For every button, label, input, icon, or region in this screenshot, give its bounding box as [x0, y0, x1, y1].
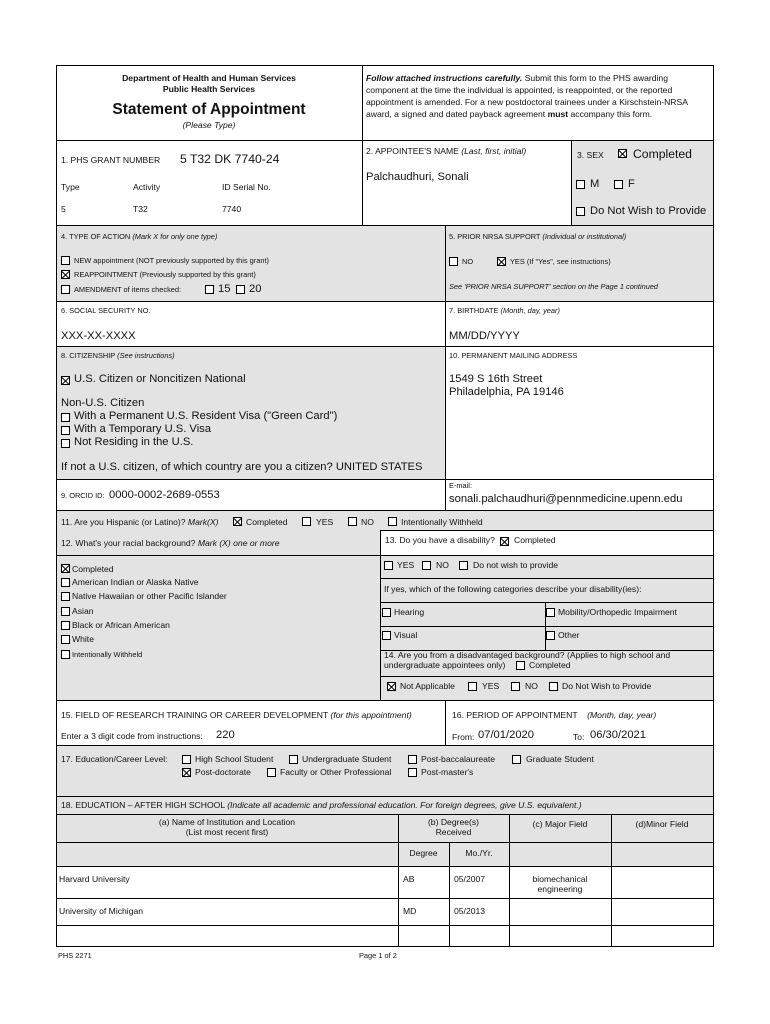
page-number: Page 1 of 2: [359, 951, 397, 960]
hispanic-question: 11. Are you Hispanic (or Latino)? Mark(X): [61, 517, 219, 527]
level-faculty-label: Faculty or Other Professional: [280, 767, 392, 777]
disability-categories-prompt: If yes, which of the following categories describe your disability(ies):: [384, 584, 642, 594]
ssn-label: 6. SOCIAL SECURITY NO.: [61, 306, 151, 315]
disability-hearing-checkbox[interactable]: [382, 608, 391, 617]
race-nhpi-checkbox[interactable]: [61, 592, 70, 601]
appointment-to-label: To:: [573, 732, 585, 742]
research-field-label: 15. FIELD OF RESEARCH TRAINING OR CAREER DEVELOPMENT (for this appointment): [61, 710, 412, 720]
sex-m-checkbox[interactable]: [576, 180, 585, 189]
grant-type-label: Type: [61, 182, 80, 192]
edu-row-1-institution[interactable]: Harvard University: [59, 874, 130, 884]
race-nhpi-label: Native Hawaiian or other Pacific Islander: [72, 591, 227, 601]
form-subtitle: (Please Type): [182, 120, 236, 130]
edu-row-2-degree[interactable]: MD: [403, 906, 417, 916]
prior-nrsa-no-label: NO: [462, 257, 474, 266]
col-moyr-subcol: Mo./Yr.: [465, 848, 493, 858]
disability-completed-label: Completed: [514, 535, 556, 545]
citizen-not-residing-label: Not Residing in the U.S.: [74, 436, 194, 448]
race-black-label: Black or African American: [72, 620, 170, 630]
action-new-checkbox[interactable]: [61, 256, 70, 265]
hispanic-withheld-label: Intentionally Withheld: [401, 517, 483, 527]
grant-serial-value[interactable]: 7740: [222, 204, 242, 214]
mailing-address-line1[interactable]: 1549 S 16th Street: [449, 373, 543, 385]
disadvantaged-question-line1: 14. Are you from a disadvantaged background? (Applies to high school and: [384, 650, 671, 660]
disadvantaged-na-checkbox[interactable]: [387, 682, 396, 691]
level-post-masters-checkbox[interactable]: [408, 768, 417, 777]
disability-no-wish-label: Do not wish to provide: [473, 560, 559, 570]
prior-nrsa-no-checkbox[interactable]: [449, 257, 458, 266]
level-post-doctorate-label: Post-doctorate: [195, 767, 251, 777]
instructions-line-4: award, a signed and dated payback agreement must accompany this form.: [366, 109, 653, 119]
citizen-temporary-visa-label: With a Temporary U.S. Visa: [74, 423, 211, 435]
disability-no-label: NO: [436, 560, 449, 570]
birthdate-value[interactable]: MM/DD/YYYY: [449, 330, 520, 342]
research-field-code[interactable]: 220: [216, 729, 235, 741]
level-faculty-checkbox[interactable]: [267, 768, 276, 777]
sex-f-label: F: [628, 178, 635, 190]
level-post-bacc-label: Post-baccalaureate: [421, 754, 496, 764]
edu-row-1-major-line1[interactable]: biomechanical: [532, 874, 588, 884]
agency-department: Department of Health and Human Services: [122, 73, 296, 83]
disability-yes-checkbox[interactable]: [384, 561, 393, 570]
amend-item-20-label: 20: [249, 283, 262, 295]
grant-serial-label: ID Serial No.: [222, 182, 271, 192]
mailing-address-line2[interactable]: Philadelphia, PA 19146: [449, 386, 564, 398]
disadvantaged-no-checkbox[interactable]: [511, 682, 520, 691]
level-post-doctorate-checkbox[interactable]: [182, 768, 191, 777]
grant-activity-label: Activity: [133, 182, 161, 192]
hispanic-completed-checkbox[interactable]: [233, 517, 242, 526]
edu-row-1-degree[interactable]: AB: [403, 874, 415, 884]
race-black-checkbox[interactable]: [61, 621, 70, 630]
level-graduate-checkbox[interactable]: [512, 755, 521, 764]
disability-hearing-label: Hearing: [394, 607, 425, 617]
sex-f-checkbox[interactable]: [614, 180, 623, 189]
disability-yes-label: YES: [397, 560, 415, 570]
col-institution-header: (a) Name of Institution and Location: [158, 817, 296, 827]
level-post-masters-label: Post-master's: [421, 767, 474, 777]
form-number: PHS 2271: [58, 951, 92, 960]
disability-mobility-checkbox[interactable]: [546, 608, 555, 617]
orcid-value[interactable]: 0000-0002-2689-0553: [108, 489, 220, 501]
citizen-temporary-visa-checkbox[interactable]: [61, 426, 70, 435]
instructions-line-1: Follow attached instructions carefully. Submit this form to the PHS awarding: [366, 73, 668, 83]
disability-completed-checkbox[interactable]: [500, 537, 509, 546]
disability-mobility-label: Mobility/Orthopedic Impairment: [558, 607, 677, 617]
hispanic-yes-checkbox[interactable]: [302, 517, 311, 526]
appointment-to-date[interactable]: 06/30/2021: [590, 729, 646, 741]
race-white-label: White: [72, 634, 94, 644]
disability-visual-label: Visual: [394, 630, 418, 640]
col-institution-subheader: (List most recent first): [185, 827, 269, 837]
agency-name: Public Health Services: [162, 84, 256, 94]
action-amendment-label: AMENDMENT of items checked:: [74, 285, 182, 294]
prior-nrsa-note: See 'PRIOR NRSA SUPPORT' section on the Page 1 continued: [449, 282, 659, 291]
disadvantaged-no-wish-label: Do Not Wish to Provide: [562, 681, 652, 691]
action-amendment-checkbox[interactable]: [61, 285, 70, 294]
disadvantaged-completed-label: Completed: [529, 660, 571, 670]
disability-other-label: Other: [558, 630, 580, 640]
citizen-permanent-visa-label: With a Permanent U.S. Resident Visa ("Green Card"): [74, 410, 338, 422]
instructions-line-2: component at the time the individual is appointed, is reappointed, or the reported: [366, 85, 673, 95]
appointment-from-label: From:: [452, 732, 475, 742]
grant-number-label: 1. PHS GRANT NUMBER: [61, 155, 161, 165]
edu-row-2-moyr[interactable]: 05/2013: [454, 906, 486, 916]
appointment-from-date[interactable]: 07/01/2020: [478, 729, 534, 741]
level-high-school-checkbox[interactable]: [182, 755, 191, 764]
disadvantaged-completed-checkbox[interactable]: [516, 661, 525, 670]
sex-completed-checkbox[interactable]: [618, 149, 627, 158]
action-reappointment-label: REAPPOINTMENT (Previously supported by this grant): [74, 270, 256, 279]
appointee-name-value[interactable]: Palchaudhuri, Sonali: [366, 171, 469, 183]
hispanic-no-checkbox[interactable]: [348, 517, 357, 526]
level-post-bacc-checkbox[interactable]: [408, 755, 417, 764]
sex-m-label: M: [590, 178, 600, 190]
disadvantaged-question-line2: undergraduate appointees only): [384, 660, 506, 670]
amend-item-20-checkbox[interactable]: [236, 285, 245, 294]
race-aian-checkbox[interactable]: [61, 578, 70, 587]
prior-nrsa-label: 5. PRIOR NRSA SUPPORT (Individual or institutional): [449, 232, 627, 241]
col-minor-header: (d)Minor Field: [635, 819, 689, 829]
orcid-field: 9. ORCID ID: 0000-0002-2689-0553: [61, 489, 220, 501]
level-undergraduate-label: Undergraduate Student: [302, 754, 392, 764]
citizen-not-residing-checkbox[interactable]: [61, 439, 70, 448]
col-degree-header: (b) Degree(s): [427, 817, 480, 827]
appointment-period-label: 16. PERIOD OF APPOINTMENT (Month, day, year): [452, 710, 657, 720]
action-reappointment-checkbox[interactable]: [61, 270, 70, 279]
hispanic-no-label: NO: [361, 517, 374, 527]
disadvantaged-yes-checkbox[interactable]: [468, 682, 477, 691]
citizenship-label: 8. CITIZENSHIP (See instructions): [61, 351, 175, 360]
form-title: Statement of Appointment: [112, 101, 306, 118]
race-withheld-checkbox[interactable]: [61, 650, 70, 659]
action-new-label: NEW appointment (NOT previously supported by this grant): [74, 256, 269, 265]
citizen-us-checkbox[interactable]: [61, 376, 70, 385]
sex-no-wish-label: Do Not Wish to Provide: [590, 205, 707, 217]
citizen-us-label: U.S. Citizen or Noncitizen National: [74, 373, 246, 385]
disability-other-checkbox[interactable]: [546, 631, 555, 640]
col-degree-subheader: Received: [435, 827, 472, 837]
amend-item-15-checkbox[interactable]: [205, 285, 214, 294]
level-undergraduate-checkbox[interactable]: [289, 755, 298, 764]
level-graduate-label: Graduate Student: [526, 754, 594, 764]
disadvantaged-yes-label: YES: [482, 681, 500, 691]
action-type-label: 4. TYPE OF ACTION (Mark X for only one type): [61, 232, 218, 241]
race-asian-checkbox[interactable]: [61, 607, 70, 616]
appointee-name-label: 2. APPOINTEE'S NAME (Last, first, initial): [366, 146, 527, 156]
race-white-checkbox[interactable]: [61, 635, 70, 644]
sex-completed-label: Completed: [633, 147, 692, 161]
edu-row-2-institution[interactable]: University of Michigan: [59, 906, 144, 916]
sex-no-wish-checkbox[interactable]: [576, 207, 585, 216]
prior-nrsa-yes-label: YES (If "Yes", see instructions): [510, 257, 611, 266]
grant-type-value[interactable]: 5: [61, 204, 66, 214]
disability-question: 13. Do you have a disability?: [385, 535, 495, 545]
ssn-value[interactable]: XXX-XX-XXXX: [61, 330, 136, 342]
disadvantaged-no-wish-checkbox[interactable]: [549, 682, 558, 691]
col-degree-subcol: Degree: [409, 848, 438, 858]
col-major-header: (c) Major Field: [532, 819, 588, 829]
citizen-country-question[interactable]: If not a U.S. citizen, of which country are you a citizen? UNITED STATES: [61, 461, 423, 473]
birthdate-label: 7. BIRTHDATE (Month, day, year): [449, 306, 560, 315]
disadvantaged-no-label: NO: [525, 681, 538, 691]
hispanic-yes-label: YES: [316, 517, 334, 527]
citizen-non-us-label: Non-U.S. Citizen: [61, 397, 145, 409]
hispanic-withheld-checkbox[interactable]: [388, 517, 397, 526]
race-asian-label: Asian: [72, 606, 94, 616]
race-withheld-label: Intentionally Withheld: [72, 650, 143, 659]
level-high-school-label: High School Student: [195, 754, 274, 764]
hispanic-completed-label: Completed: [246, 517, 288, 527]
instructions-line-3: appointment is amended. For a new postdoctoral trainees under a Kirschstein-NRSA: [366, 97, 688, 107]
disability-no-wish-checkbox[interactable]: [459, 561, 468, 570]
race-completed-checkbox[interactable]: [61, 564, 70, 573]
mailing-address-label: 10. PERMANENT MAILING ADDRESS: [449, 351, 578, 360]
email-value[interactable]: sonali.palchaudhuri@pennmedicine.upenn.edu: [449, 493, 683, 505]
education-history-label: 18. EDUCATION – AFTER HIGH SCHOOL (Indicate all academic and professional education. For foreign degrees, give U.S. equivalent.): [61, 800, 582, 810]
race-question: 12. What's your racial background? Mark (X) one or more: [61, 538, 280, 548]
disability-visual-checkbox[interactable]: [382, 631, 391, 640]
race-aian-label: American Indian or Alaska Native: [72, 577, 199, 587]
email-label: E-mail:: [449, 481, 472, 490]
edu-row-1-major-line2[interactable]: engineering: [537, 884, 583, 894]
amend-item-15-label: 15: [218, 283, 231, 295]
prior-nrsa-yes-checkbox[interactable]: [497, 257, 506, 266]
sex-label: 3. SEX: [577, 150, 604, 160]
disability-no-checkbox[interactable]: [422, 561, 431, 570]
grant-activity-value[interactable]: T32: [133, 204, 148, 214]
race-completed-label: Completed: [72, 564, 114, 574]
grant-number-value[interactable]: 5 T32 DK 7740-24: [180, 152, 280, 166]
edu-row-1-moyr[interactable]: 05/2007: [454, 874, 486, 884]
education-level-label: 17. Education/Career Level:: [61, 754, 168, 764]
disadvantaged-na-label: Not Applicable: [400, 681, 455, 691]
citizen-permanent-visa-checkbox[interactable]: [61, 413, 70, 422]
research-field-prompt: Enter a 3 digit code from instructions:: [61, 731, 203, 741]
